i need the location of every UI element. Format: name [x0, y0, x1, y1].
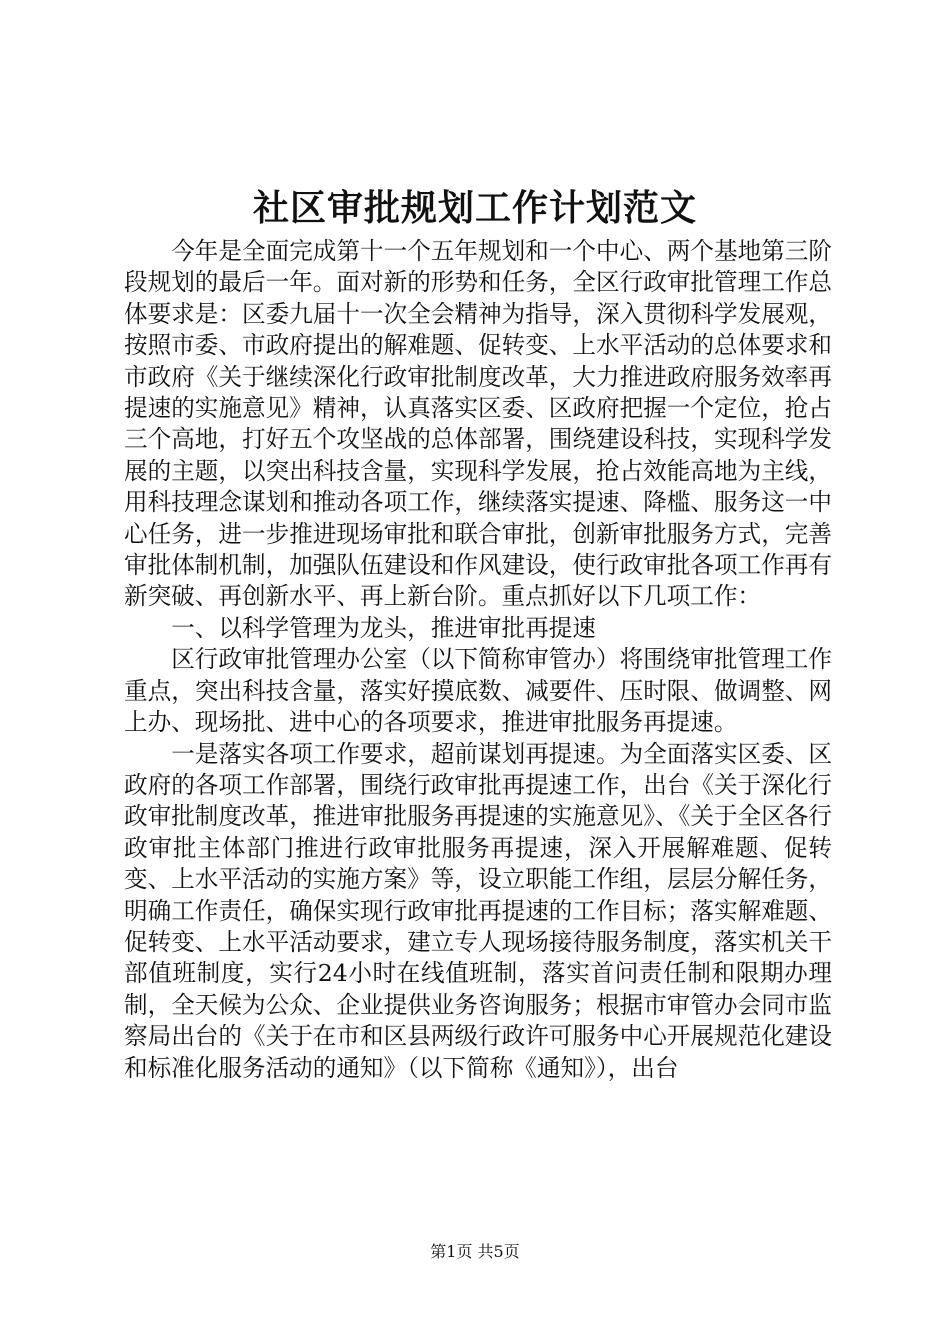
paragraph-point-1: 一是落实各项工作要求，超前谋划再提速。为全面落实区委、区政府的各项工作部署，围绕行政审批再提速工作，出台《关于深化行政审批制度改革，推进审批服务再提速的实施意见》、《关于全区各行政审批主体部门推进行政审批服务再提速，深入开展解难题、促转变、上水平活动的实施方案》等，设立职能工作组，层层分解任务，明确工作责任，确保实现行政审批再提速的工作目标；落实解难题、促转变、上水平活动要求，建立专人现场接待服务制度，落实机关干部值班制度，实行24小时在线值班制，落实首问责任制和限期办理制，全天候为公众、企业提供业务咨询服务；根据市审管办会同市监察局出台的《关于在市和区县两级行政许可服务中心开展规范化建设和标准化服务活动的通知》（以下简称《通知》），出台	[124, 739, 832, 1082]
document-body	[124, 236, 832, 1084]
paragraph-section-1-summary: 区行政审批管理办公室（以下简称审管办）将围绕审批管理工作重点，突出科技含量，落实好摸底数、减要件、压时限、做调整、网上办、现场批、进中心的各项要求，推进审批服务再提速。	[124, 645, 832, 737]
page-footer: 第1页 共5页	[430, 1242, 520, 1261]
document-title: 社区审批规划工作计划范文	[252, 187, 697, 229]
paragraph-intro: 今年是全面完成第十一个五年规划和一个中心、两个基地第三阶段规划的最后一年。面对新的形势和任务，全区行政审批管理工作总体要求是：区委九届十一次全会精神为指导，深入贯彻科学发展观，按照市委、市政府提出的解难题、促转变、上水平活动的总体要求和市政府《关于继续深化行政审批制度改革，大力推进政府服务效率再提速的实施意见》精神，认真落实区委、区政府把握一个定位，抢占三个高地，打好五个攻坚战的总体部署，围绕建设科技，实现科学发展的主题，以突出科技含量，实现科学发展，抢占效能高地为主线，用科技理念谋划和推动各项工作，继续落实提速、降槛、服务这一中心任务，进一步推进现场审批和联合审批，创新审批服务方式，完善审批体制机制，加强队伍建设和作风建设，使行政审批各项工作再有新突破、再创新水平、再上新台阶。重点抓好以下几项工作：	[124, 237, 832, 611]
section-heading-1: 一、以科学管理为龙头，推进审批再提速	[171, 613, 596, 642]
